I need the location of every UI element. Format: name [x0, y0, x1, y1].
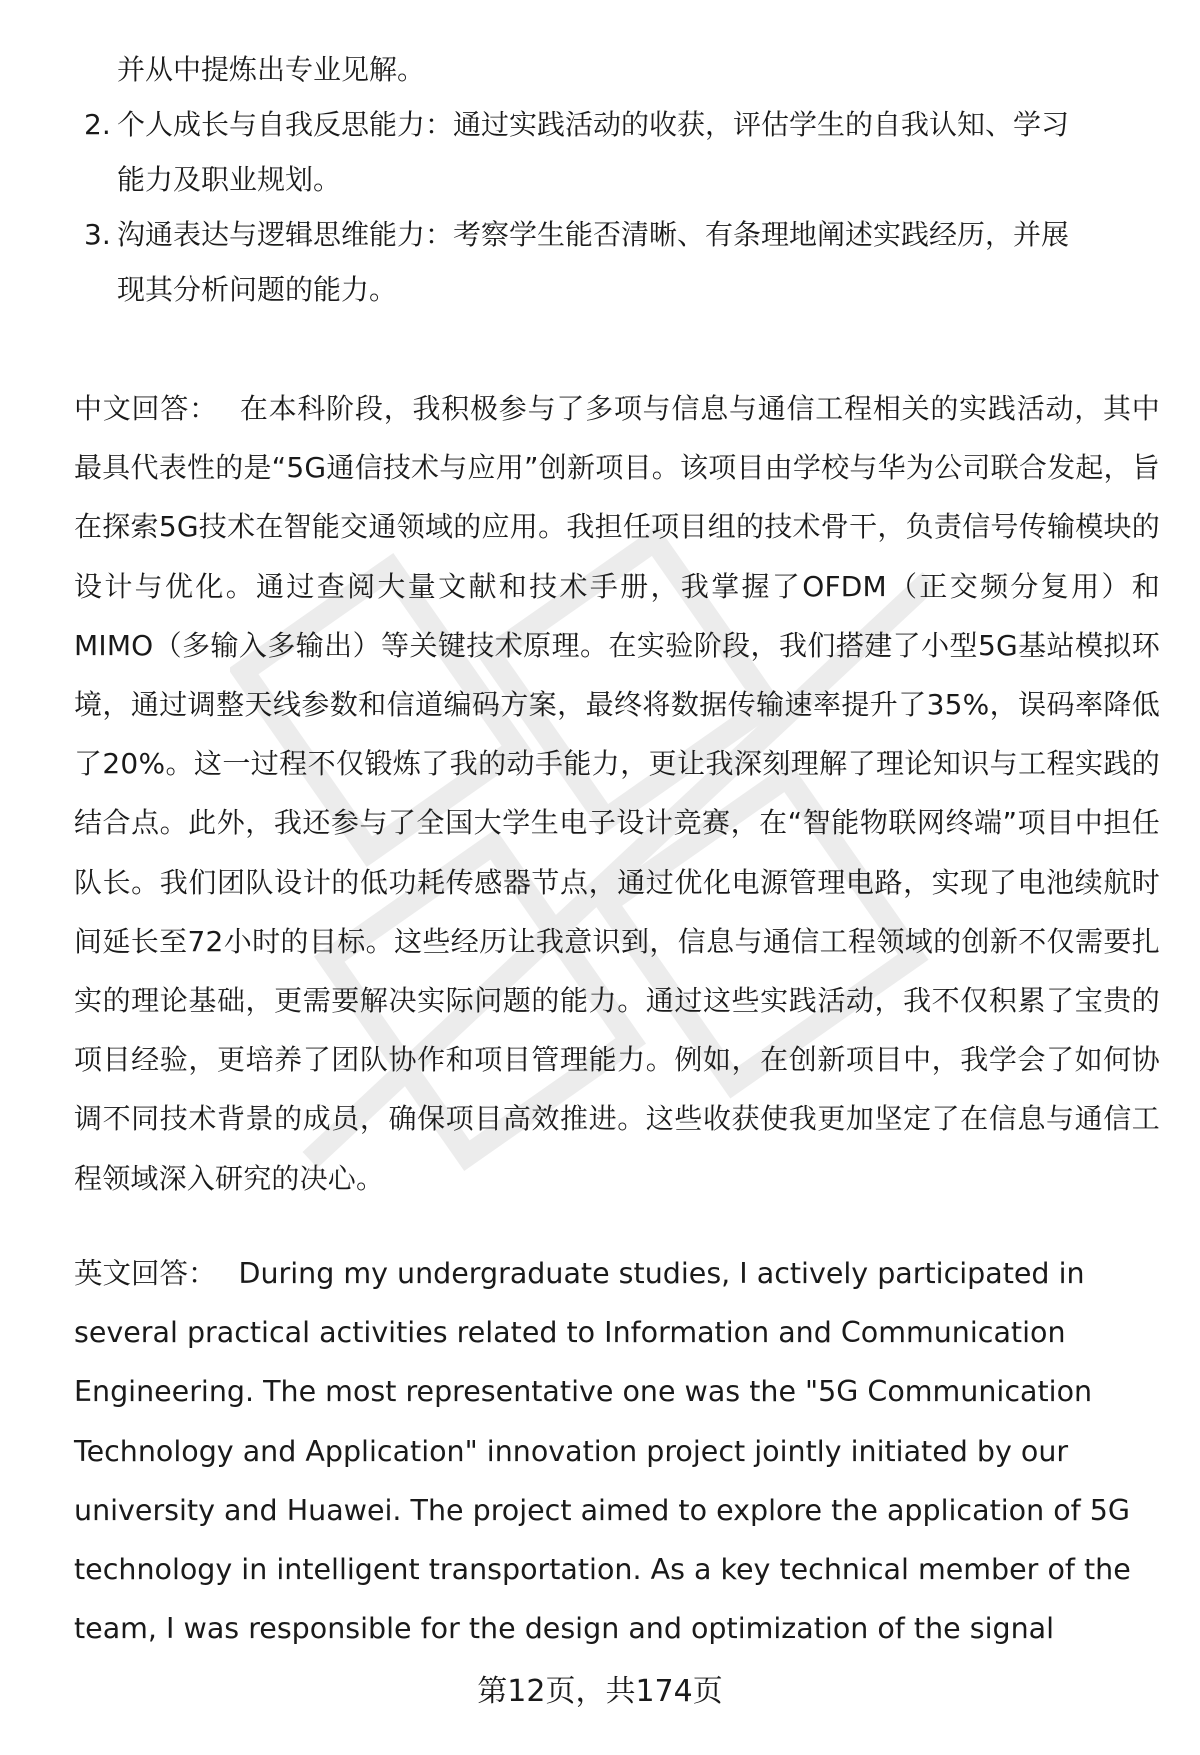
list-item-text-line: 现其分析问题的能力。	[117, 273, 398, 306]
chinese-answer-label: 中文回答：	[74, 392, 218, 425]
list-item-number: 2.	[84, 108, 111, 141]
english-answer-label: 英文回答：	[74, 1257, 217, 1290]
chinese-answer-text: 在本科阶段，我积极参与了多项与信息与通信工程相关的实践活动，其中最具代表性的是“5G通信技术与应用”创新项目。该项目由学校与华为公司联合发起，旨在探索5G技术在智能交通领域的应用。我担任项目组的技术骨干，负责信号传输模块的设计与优化。通过查阅大量文献和技术手册，我掌握了OFDM（正交频分复用）和MIMO（多输入多输出）等关键技术原理。在实验阶段，我们搭建了小型5G基站模拟环境，通过调整天线参数和信道编码方案，最终将数据传输速率提升了35%，误码率降低了20%。这一过程不仅锻炼了我的动手能力，更让我深刻理解了理论知识与工程实践的结合点。此外，我还参与了全国大学生电子设计竞赛，在“智能物联网终端”项目中担任队长。我们团队设计的低功耗传感器节点，通过优化电源管理电路，实现了电池续航时间延长至72小时的目标。这些经历让我意识到，信息与通信工程领域的创新不仅需要扎实的理论基础，更需要解决实际问题的能力。通过这些实践活动，我不仅积累了宝贵的项目经验，更培养了团队协作和项目管理能力。例如，在创新项目中，我学会了如何协调不同技术背景的成员，确保项目高效推进。这些收获使我更加坚定了在信息与通信工程领域深入研究的决心。	[74, 392, 1160, 1195]
page-number-footer: 第12页，共174页	[477, 1674, 723, 1709]
list-item-number: 3.	[84, 218, 111, 251]
chinese-answer-paragraph	[74, 379, 1160, 1208]
english-answer-paragraph	[74, 1244, 1160, 1658]
english-answer-text: During my undergraduate studies, I actively participated in several practical activities related to Information and Communication Engineering. The most representative one was the "5G Communication Technology and Application" innovation project jointly initiated by our university and Huawei. The project aimed to explore the application of 5G technology in intelligent transportation. As a key technical member of the team, I was responsible for the design and optimization of the signal	[74, 1257, 1131, 1646]
list-continuation-line: 并从中提炼出专业见解。	[117, 53, 426, 86]
list-item-text-line: 个人成长与自我反思能力：通过实践活动的收获，评估学生的自我认知、学习	[117, 108, 1070, 141]
list-item-text-line: 能力及职业规划。	[117, 163, 342, 196]
list-item-text-line: 沟通表达与逻辑思维能力：考察学生能否清晰、有条理地阐述实践经历，并展	[117, 218, 1070, 251]
